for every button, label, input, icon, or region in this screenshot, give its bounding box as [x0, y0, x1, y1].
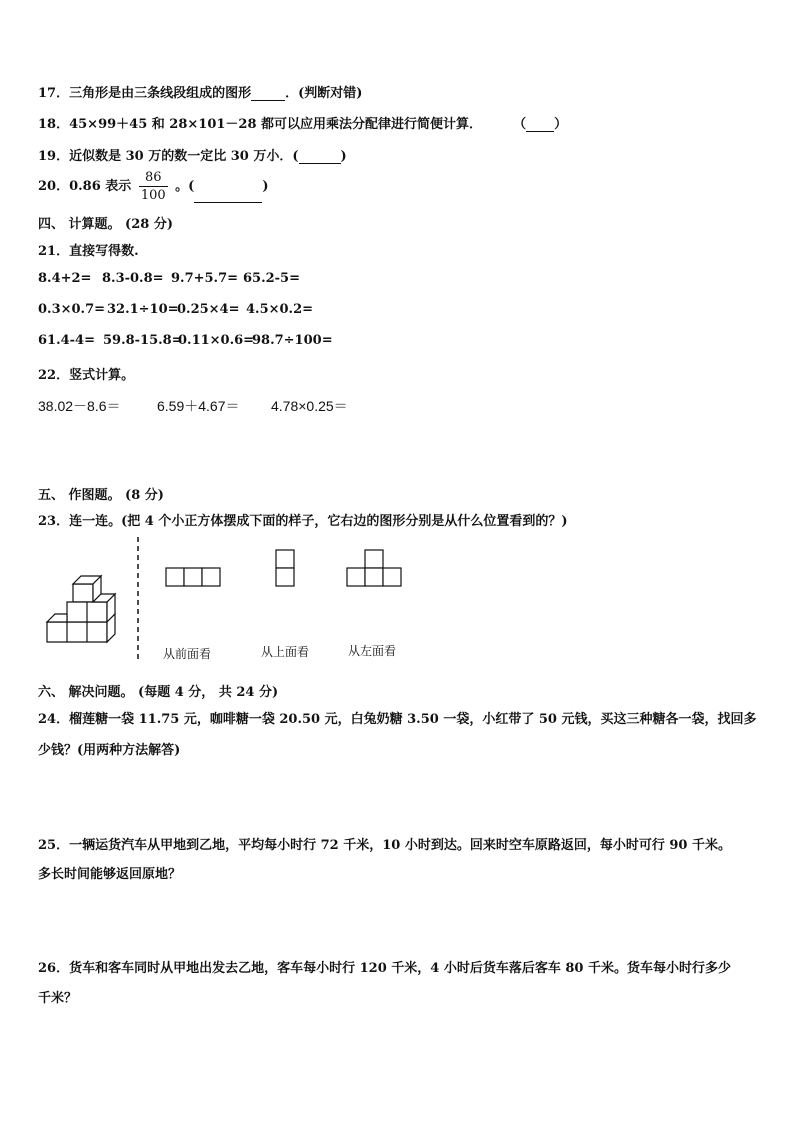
question-20-text: 20．0.86 表示 — [38, 179, 132, 194]
question-19-text: 19．近似数是 30 万的数一定比 30 万小．( — [38, 149, 299, 164]
calc-item: 32.1÷10= — [107, 302, 179, 317]
question-25-line-1: 25．一辆运货汽车从甲地到乙地，平均每小时行 72 千米，10 小时到达。回来时空车原路返回，每小时可行 90 千米。 — [38, 838, 731, 853]
calc-item: 8.4+2= — [38, 271, 92, 286]
question-24-line-2: 少钱？(用两种方法解答) — [38, 743, 181, 758]
top-view-shape — [275, 549, 295, 587]
vertical-calc-item: 4.78×0.25＝ — [271, 398, 348, 414]
cube-stack-figure — [45, 570, 145, 645]
question-17-tail: ．(判断对错) — [285, 86, 363, 101]
question-23: 23．连一连。(把 4 个小正方体摆成下面的样子，它右边的图形分别是从什么位置看到的？) — [38, 514, 568, 529]
section-4-title: 四、 计算题。 (28 分) — [38, 217, 173, 232]
question-25-line-2: 多长时间能够返回原地？ — [38, 867, 182, 882]
calc-item: 59.8-15.8= — [103, 333, 183, 348]
calc-item: 61.4-4= — [38, 333, 95, 348]
question-26-line-2: 千米？ — [38, 991, 78, 1006]
calc-item: 9.7+5.7= — [171, 271, 239, 286]
calc-item: 98.7÷100= — [252, 333, 333, 348]
answer-blank[interactable] — [251, 87, 285, 101]
front-view-shape — [165, 567, 221, 587]
calc-item: 0.11×0.6= — [178, 333, 255, 348]
question-21: 21．直接写得数. — [38, 244, 139, 259]
question-20-close: ) — [262, 179, 269, 194]
section-6-title: 六、 解决问题。 (每题 4 分， 共 24 分) — [38, 685, 279, 700]
question-18 — [38, 113, 567, 132]
view-label-top: 从上面看 — [261, 645, 310, 659]
question-19-close: ) — [340, 149, 347, 164]
view-label-left: 从左面看 — [348, 644, 397, 658]
question-18-text: 18．45×99＋45 和 28×101－28 都可以应用乘法分配律进行简便计算． — [38, 117, 483, 132]
section-5-title: 五、 作图题。 (8 分) — [38, 488, 164, 503]
question-18-open: （ — [513, 117, 527, 132]
fraction-numerator: 86 — [144, 170, 162, 185]
question-17 — [38, 82, 362, 101]
answer-blank[interactable] — [526, 118, 554, 132]
fraction-denominator: 100 — [140, 188, 166, 203]
answer-blank[interactable] — [194, 189, 262, 203]
vertical-calc-item: 6.59＋4.67＝ — [157, 398, 240, 414]
question-24-line-1: 24．榴莲糖一袋 11.75 元，咖啡糖一袋 20.50 元，白兔奶糖 3.50 一袋，小红带了 50 元钱，买这三种糖各一袋，找回多 — [38, 712, 757, 727]
calc-item: 0.25×4= — [177, 302, 240, 317]
calc-item: 0.3×0.7= — [38, 302, 106, 317]
question-22: 22．竖式计算。 — [38, 368, 135, 383]
question-26-line-1: 26．货车和客车同时从甲地出发去乙地，客车每小时行 120 千米，4 小时后货车落后客车 80 千米。货车每小时行多少 — [38, 961, 731, 976]
question-20 — [38, 170, 268, 203]
vertical-calc-item: 38.02－8.6＝ — [38, 398, 121, 414]
answer-blank[interactable] — [299, 150, 341, 164]
calc-item: 65.2-5= — [243, 271, 300, 286]
question-17-text: 17．三角形是由三条线段组成的图形 — [38, 86, 252, 101]
calc-item: 8.3-0.8= — [102, 271, 164, 286]
question-18-close: ） — [554, 117, 568, 132]
question-20-tail: 。( — [175, 179, 195, 194]
fraction — [139, 170, 168, 203]
dashed-divider — [136, 537, 140, 662]
view-label-front: 从前面看 — [163, 647, 212, 661]
left-view-shape — [346, 549, 402, 587]
calc-item: 4.5×0.2= — [246, 302, 314, 317]
question-19 — [38, 145, 347, 164]
